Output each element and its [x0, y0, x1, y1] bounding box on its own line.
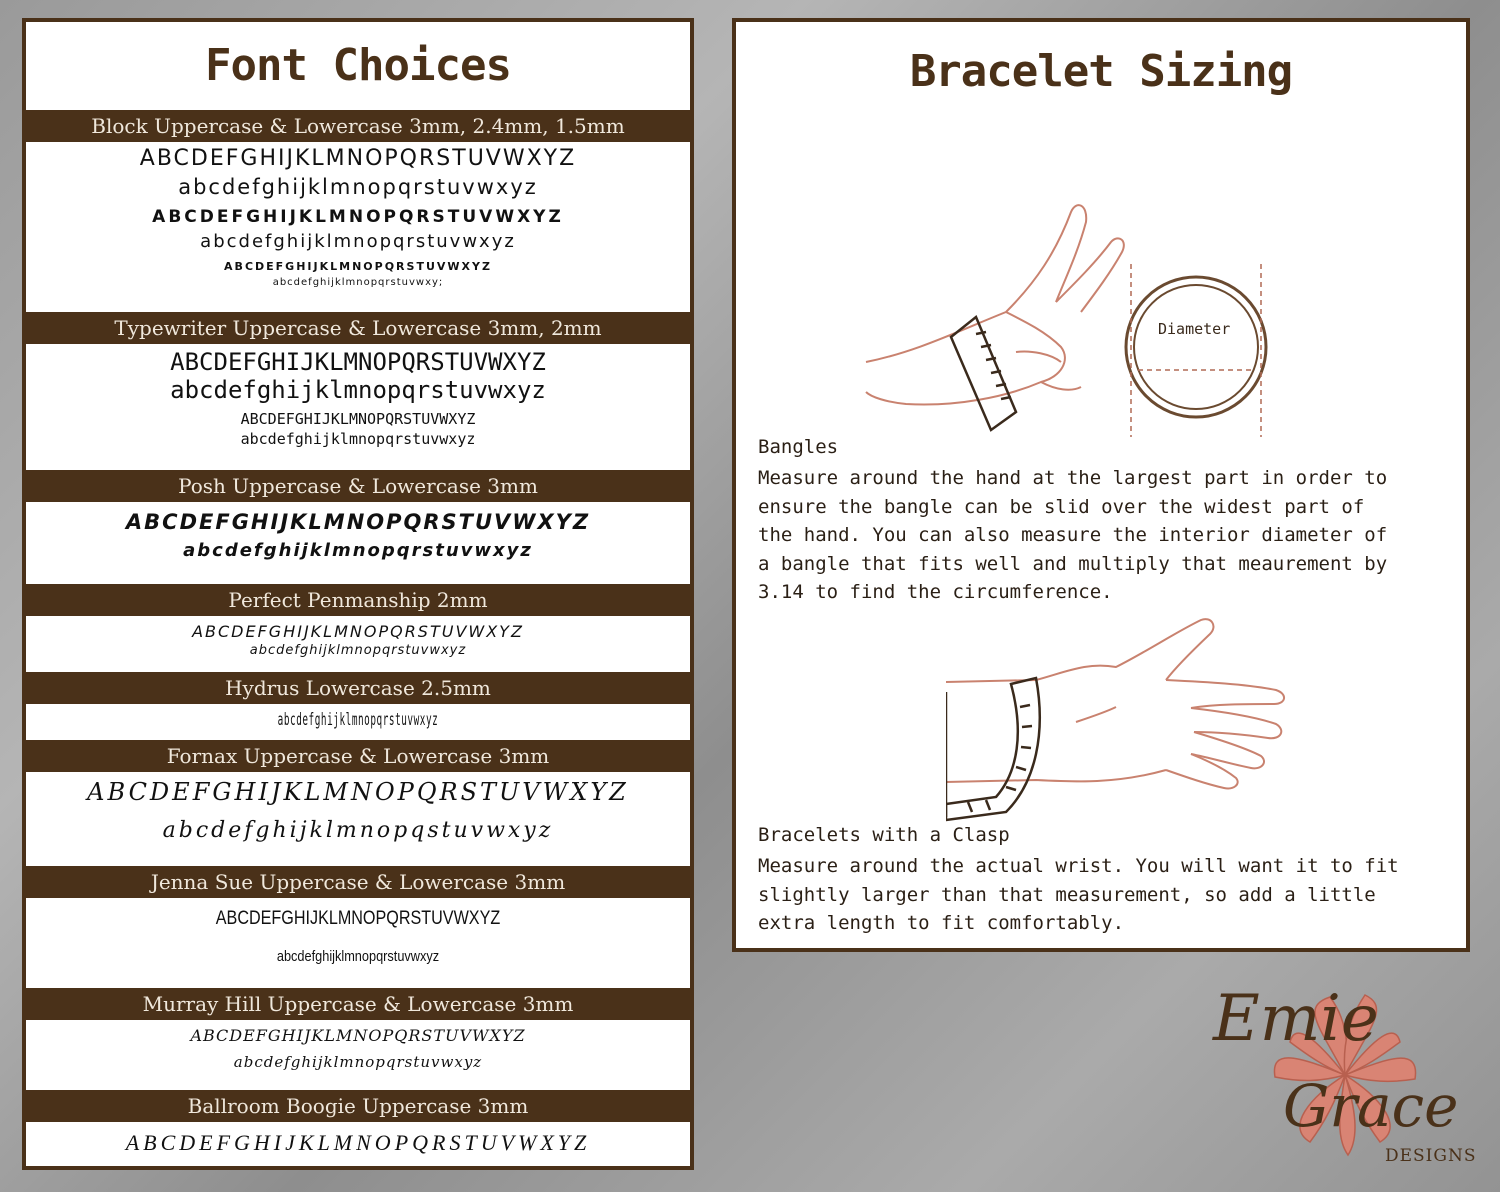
sample-line: ABCDEFGHIJKLMNOPQRSTUVWXYZ [87, 778, 629, 806]
sample-line: abcdefghijklmnopqstuvwxyz [162, 818, 554, 843]
sample-line: abcdefghijklmnopqrstuvwxyz [200, 231, 516, 252]
font-sample-ballroom-boogie [26, 1122, 690, 1174]
sample-line: abcdefghijklmnopqrstuvwxyz [183, 540, 533, 561]
text-line: slightly larger than that measurement, so add a little [758, 883, 1376, 906]
bracelet-sizing-title: Bracelet Sizing [909, 46, 1293, 97]
bangles-label: Bangles [758, 436, 839, 458]
wrist-measure-illustration [946, 612, 1306, 822]
text-line: ensure the bangle can be slid over the widest part of [758, 495, 1365, 518]
font-header-jenna-sue: Jenna Sue Uppercase & Lowercase 3mm [26, 866, 690, 898]
font-header-hydrus: Hydrus Lowercase 2.5mm [26, 672, 690, 704]
sample-line: ABCDEFGHIJKLMNOPQRSTUVWXYZ [224, 260, 492, 273]
diameter-label: Diameter [1158, 320, 1231, 338]
sample-line: abcdefghijklmnopqrstuvwxyz [276, 948, 440, 965]
font-sample-posh [26, 502, 690, 584]
sample-line: abcdefghijklmnopqrstuvwxyz [233, 1053, 483, 1071]
font-choices-panel [22, 18, 694, 1170]
font-sample-murray-hill [26, 1020, 690, 1090]
clasp-label: Bracelets with a Clasp [758, 824, 1010, 846]
text-line: Measure around the actual wrist. You will want it to fit [758, 855, 1399, 877]
font-sample-block [26, 142, 690, 312]
clasp-text [758, 852, 1458, 938]
sample-line: ABCDEFGHIJKLMNOPQRSTUVWXYZ [139, 146, 577, 171]
sample-line: abcdefghijklmnopqrstuvwxyz [249, 643, 467, 658]
sample-line: ABCDEFGHIJKLMNOPQRSTUVWXYZ [215, 908, 501, 929]
font-header-typewriter: Typewriter Uppercase & Lowercase 3mm, 2mm [26, 312, 690, 344]
text-line: the hand. You can also measure the interior diameter of [758, 524, 1388, 546]
sample-line: ABCDEFGHIJKLMNOPQRSTUVWXYZ [190, 1026, 526, 1045]
font-header-ballroom-boogie: Ballroom Boogie Uppercase 3mm [26, 1090, 690, 1122]
sample-line: abcdefghijklmnopqrstuvwxy; [272, 277, 444, 288]
font-header-posh: Posh Uppercase & Lowercase 3mm [26, 470, 690, 502]
text-line: a bangle that fits well and multiply that meaurement by [758, 552, 1388, 575]
font-header-fornax: Fornax Uppercase & Lowercase 3mm [26, 740, 690, 772]
bangle-measure-illustration [856, 182, 1296, 442]
font-header-murray-hill: Murray Hill Uppercase & Lowercase 3mm [26, 988, 690, 1020]
font-sample-hydrus [26, 704, 690, 740]
sample-line: abcdefghijklmnopqrstuvwxyz [170, 376, 546, 404]
sample-line: ABCDEFGHIJKLMNOPQRSTUVWXYZ [152, 207, 564, 227]
logo-designs: DESIGNS [1385, 1146, 1477, 1166]
font-choices-title: Font Choices [205, 40, 511, 91]
text-line: Measure around the hand at the largest part in order to [758, 467, 1388, 489]
sample-line: ABCDEFGHIJKLMNOPQRSTUVWXYZ [240, 410, 476, 428]
font-header-block: Block Uppercase & Lowercase 3mm, 2.4mm, 1.5mm [26, 110, 690, 142]
font-sample-fornax [26, 772, 690, 866]
logo-grace: Grace [1283, 1072, 1459, 1140]
font-sample-typewriter [26, 344, 690, 470]
bracelet-sizing-panel [732, 18, 1470, 952]
font-header-penmanship: Perfect Penmanship 2mm [26, 584, 690, 616]
bangles-text [758, 464, 1458, 607]
text-line: 3.14 to find the circumference. [758, 581, 1113, 603]
logo-emie: Emie [1213, 982, 1379, 1056]
sample-line: abcdefghijklmnopqrstuvwxyz [240, 430, 476, 448]
emie-grace-logo [1205, 972, 1495, 1182]
font-sample-penmanship [26, 616, 690, 672]
sample-line: ABCDEFGHIJKLMNOPQRSTUVWXYZ [170, 348, 546, 376]
font-sample-jenna-sue [26, 898, 690, 988]
sample-line: ABCDEFGHIJKLMNOPQRSTUVWXYZ [125, 510, 591, 534]
sample-line: ABCDEFGHIJKLMNOPQRSTUVWXYZ [192, 622, 524, 641]
sample-line: ABCDEFGHIJKLMNOPQRSTUVWXYZ [125, 1130, 591, 1155]
sample-line: abcdefghijklmnopqrstuvwxyz [178, 175, 538, 199]
sample-line: abcdefghijklmnopqrstuvwxyz [277, 710, 439, 730]
text-line: extra length to fit comfortably. [758, 912, 1125, 934]
